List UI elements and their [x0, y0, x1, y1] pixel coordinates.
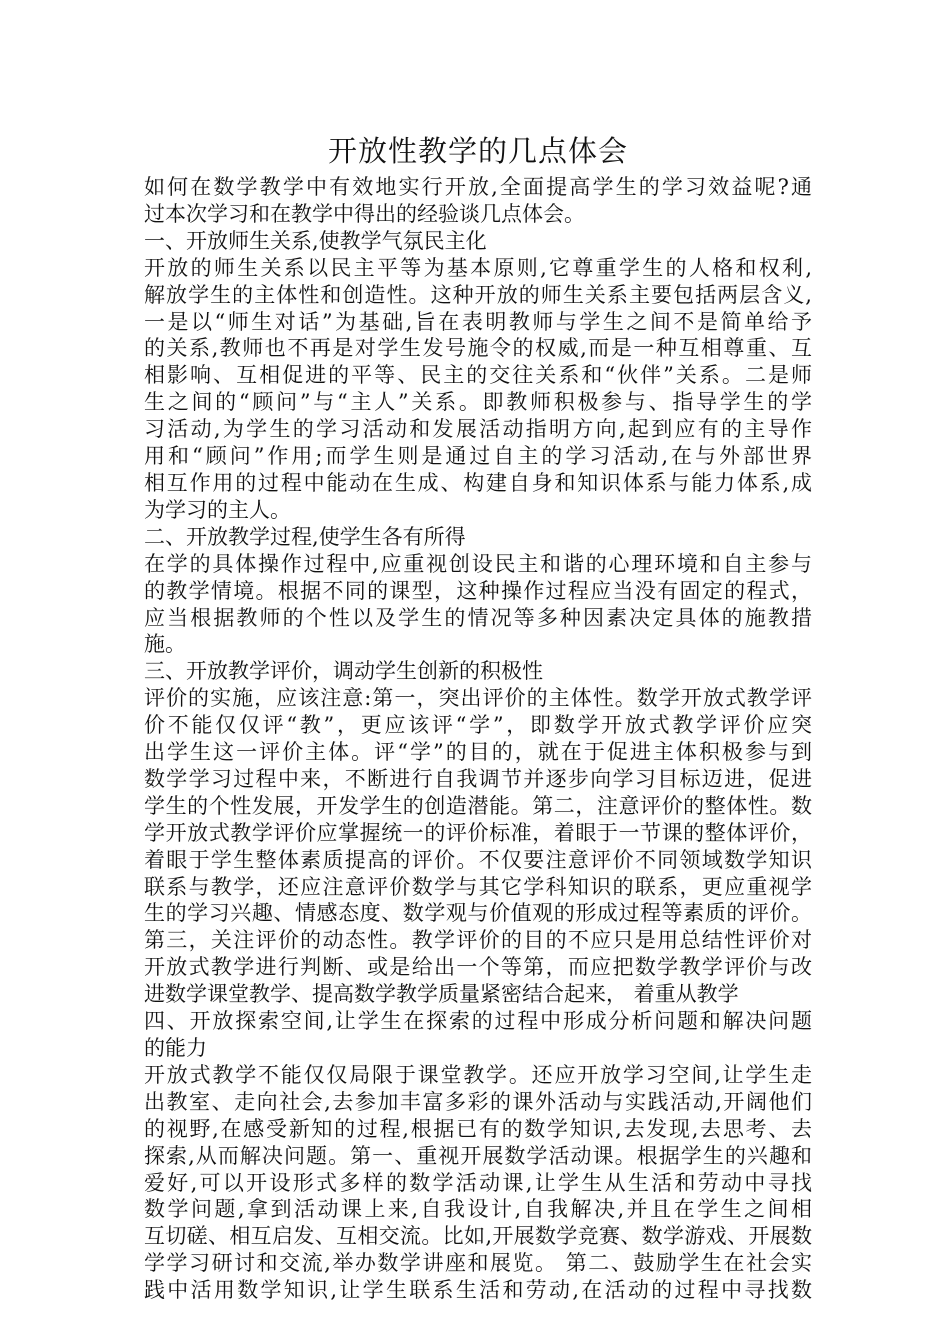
text-line: 的关系,教师也不再是对学生发号施令的权威,而是一种互相尊重、互	[144, 336, 812, 361]
text-line: 施。	[144, 632, 186, 657]
text-line: 在学的具体操作过程中,应重视创设民主和谐的心理环境和自主参与	[144, 551, 812, 576]
text-line: 用和“顾问”作用;而学生则是通过自主的学习活动,在与外部世界	[144, 444, 812, 469]
text-line: 过本次学习和在教学中得出的经验谈几点体会。	[144, 201, 585, 226]
text-line: 评价的实施，应该注意:第一，突出评价的主体性。数学开放式教学评	[144, 686, 812, 711]
text-line: 的视野,在感受新知的过程,根据已有的数学知识,去发现,去思考、去	[144, 1116, 812, 1141]
text-line: 相影响、互相促进的平等、民主的交往关系和“伙伴”关系。二是师	[144, 363, 812, 388]
text-line: 价不能仅仅评“教”，更应该评“学”，即数学开放式教学评价应突	[144, 713, 812, 738]
text-line: 互切磋、相互启发、互相交流。比如,开展数学竞赛、数学游戏、开展数	[144, 1224, 812, 1249]
text-line: 应当根据教师的个性以及学生的情况等多种因素决定具体的施教措	[144, 605, 812, 630]
text-line: 第三，关注评价的动态性。教学评价的目的不应只是用总结性评价对	[144, 928, 812, 953]
document-title: 开放性教学的几点体会	[327, 134, 628, 168]
text-line: 三、开放教学评价，调动学生创新的积极性	[144, 659, 543, 684]
text-line: 一、开放师生关系,使教学气氛民主化	[144, 228, 487, 253]
text-line: 一是以“师生对话”为基础,旨在表明教师与学生之间不是简单给予	[144, 309, 812, 334]
document-page	[144, 130, 812, 1304]
text-line: 的教学情境。根据不同的课型，这种操作过程应当没有固定的程式，	[144, 578, 812, 603]
text-line: 为学习的主人。	[144, 497, 291, 522]
text-line: 数学问题,拿到活动课上来,自我设计,自我解决,并且在学生之间相	[144, 1197, 812, 1222]
text-line: 联系与教学，还应注意评价数学与其它学科知识的联系，更应重视学	[144, 874, 812, 899]
text-line: 爱好,可以开设形式多样的数学活动课,让学生从生活和劳动中寻找	[144, 1170, 812, 1195]
text-line: 生的学习兴趣、情感态度、数学观与价值观的形成过程等素质的评价。	[144, 901, 812, 926]
text-line: 开放式教学进行判断、或是给出一个等第，而应把数学教学评价与改	[144, 955, 812, 980]
document-body	[144, 174, 812, 1304]
text-line: 二、开放教学过程,使学生各有所得	[144, 524, 466, 549]
text-line: 学生的个性发展，开发学生的创造潜能。第二，注意评价的整体性。数	[144, 793, 812, 818]
text-line: 着眼于学生整体素质提高的评价。不仅要注意评价不同领域数学知识	[144, 847, 812, 872]
text-line: 相互作用的过程中能动在生成、构建自身和知识体系与能力体系,成	[144, 470, 812, 495]
text-line: 学开放式教学评价应掌握统一的评价标准，着眼于一节课的整体评价，	[144, 820, 812, 845]
text-line: 的能力	[144, 1036, 207, 1060]
text-line: 探索,从而解决问题。第一、重视开展数学活动课。根据学生的兴趣和	[144, 1143, 812, 1168]
text-line: 学学习研讨和交流,举办数学讲座和展览。 第二、鼓励学生在社会实	[144, 1251, 812, 1276]
text-line: 如何在数学教学中有效地实行开放,全面提高学生的学习效益呢?通	[144, 175, 812, 199]
text-line: 出教室、走向社会,去参加丰富多彩的课外活动与实践活动,开阔他们	[144, 1089, 812, 1114]
text-line: 开放式教学不能仅仅局限于课堂教学。还应开放学习空间,让学生走	[144, 1062, 812, 1087]
text-line: 出学生这一评价主体。评“学”的目的，就在于促进主体积极参与到	[144, 740, 812, 765]
text-line: 习活动,为学生的学习活动和发展活动指明方向,起到应有的主导作	[144, 417, 812, 442]
text-line: 数学学习过程中来，不断进行自我调节并逐步向学习目标迈进，促进	[144, 766, 812, 791]
text-line: 践中活用数学知识,让学生联系生活和劳动,在活动的过程中寻找数	[144, 1278, 812, 1303]
text-line: 生之间的“顾问”与“主人”关系。即教师积极参与、指导学生的学	[144, 390, 812, 415]
text-line: 解放学生的主体性和创造性。这种开放的师生关系主要包括两层含义,	[144, 282, 812, 307]
text-line: 开放的师生关系以民主平等为基本原则,它尊重学生的人格和权利,	[144, 255, 812, 280]
text-line: 进数学课堂教学、提高数学教学质量紧密结合起来， 着重从教学	[144, 982, 739, 1007]
text-line: 四、开放探索空间,让学生在探索的过程中形成分析问题和解决问题	[144, 1009, 812, 1034]
